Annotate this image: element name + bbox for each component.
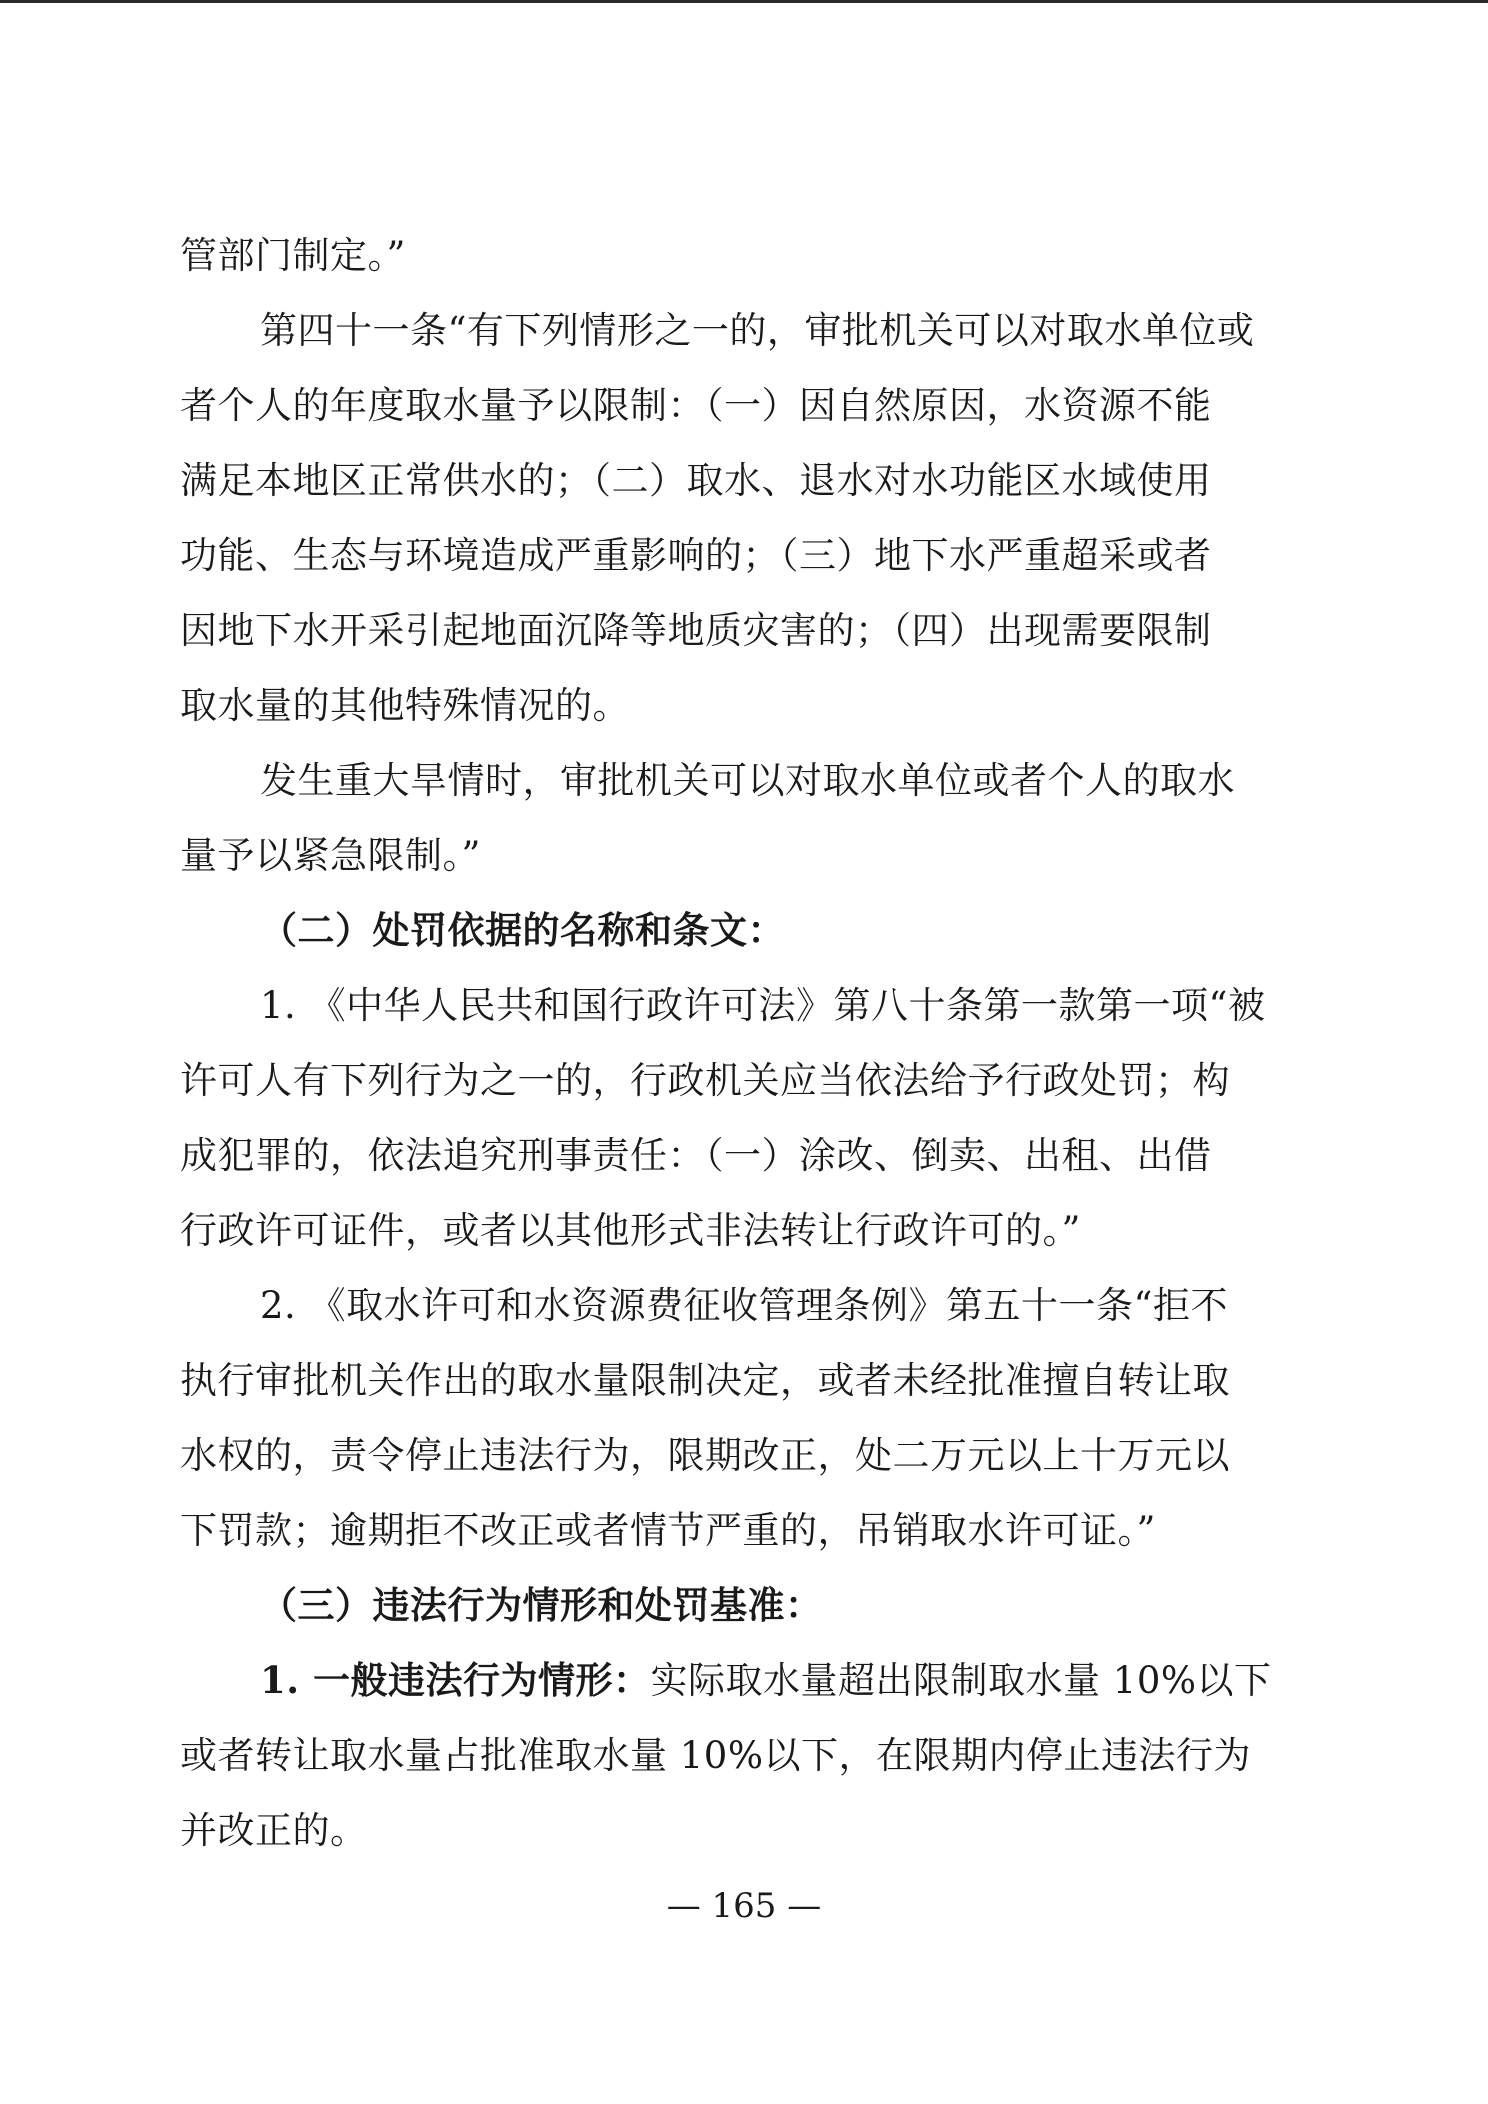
text-line: 功能、生态与环境造成严重影响的；（三）地下水严重超采或者 [180, 534, 1212, 577]
text-line: 或者转让取水量占批准取水量 10%以下，在限期内停止违法行为 [180, 1734, 1251, 1777]
general-violation-label: 1. 一般违法行为情形： [260, 1658, 651, 1702]
top-border-line [0, 0, 1488, 3]
section-heading-penalty-basis: （二）处罚依据的名称和条文： [260, 908, 785, 952]
text-line: 执行审批机关作出的取水量限制决定，或者未经批准擅自转让取 [180, 1359, 1230, 1402]
text-line: 水权的，责令停止违法行为，限期改正，处二万元以上十万元以 [180, 1434, 1230, 1477]
text-line: 满足本地区正常供水的；（二）取水、退水对水功能区水域使用 [180, 459, 1212, 502]
text-line: 者个人的年度取水量予以限制：（一）因自然原因，水资源不能 [180, 384, 1212, 427]
section-heading-violation-criteria: （三）违法行为情形和处罚基准： [260, 1583, 823, 1627]
text-line: 成犯罪的，依法追究刑事责任：（一）涂改、倒卖、出租、出借 [180, 1134, 1212, 1177]
article-41-paragraph: 第四十一条“有下列情形之一的，审批机关可以对取水单位或 [260, 309, 1255, 352]
text-line: 并改正的。 [180, 1809, 368, 1852]
text-line: 取水量的其他特殊情况的。 [180, 684, 630, 727]
general-violation-text: 实际取水量超出限制取水量 10%以下 [650, 1659, 1272, 1702]
page-number: — 165 — [666, 1886, 822, 1926]
text-line: 因地下水开采引起地面沉降等地质灾害的；（四）出现需要限制 [180, 609, 1212, 652]
item-2-paragraph: 2. 《取水许可和水资源费征收管理条例》第五十一条“拒不 [260, 1284, 1228, 1327]
document-body [180, 218, 1310, 1868]
text-line: 行政许可证件，或者以其他形式非法转让行政许可的。” [180, 1209, 1081, 1252]
text-line: 下罚款；逾期拒不改正或者情节严重的，吊销取水许可证。” [180, 1509, 1156, 1552]
text-line: 管部门制定。” [180, 234, 406, 277]
item-1-paragraph: 1. 《中华人民共和国行政许可法》第八十条第一款第一项“被 [260, 984, 1266, 1027]
drought-paragraph: 发生重大旱情时，审批机关可以对取水单位或者个人的取水 [260, 759, 1235, 802]
text-line: 许可人有下列行为之一的，行政机关应当依法给予行政处罚；构 [180, 1059, 1230, 1102]
text-line: 量予以紧急限制。” [180, 834, 481, 877]
general-violation-paragraph [180, 1643, 1310, 1718]
